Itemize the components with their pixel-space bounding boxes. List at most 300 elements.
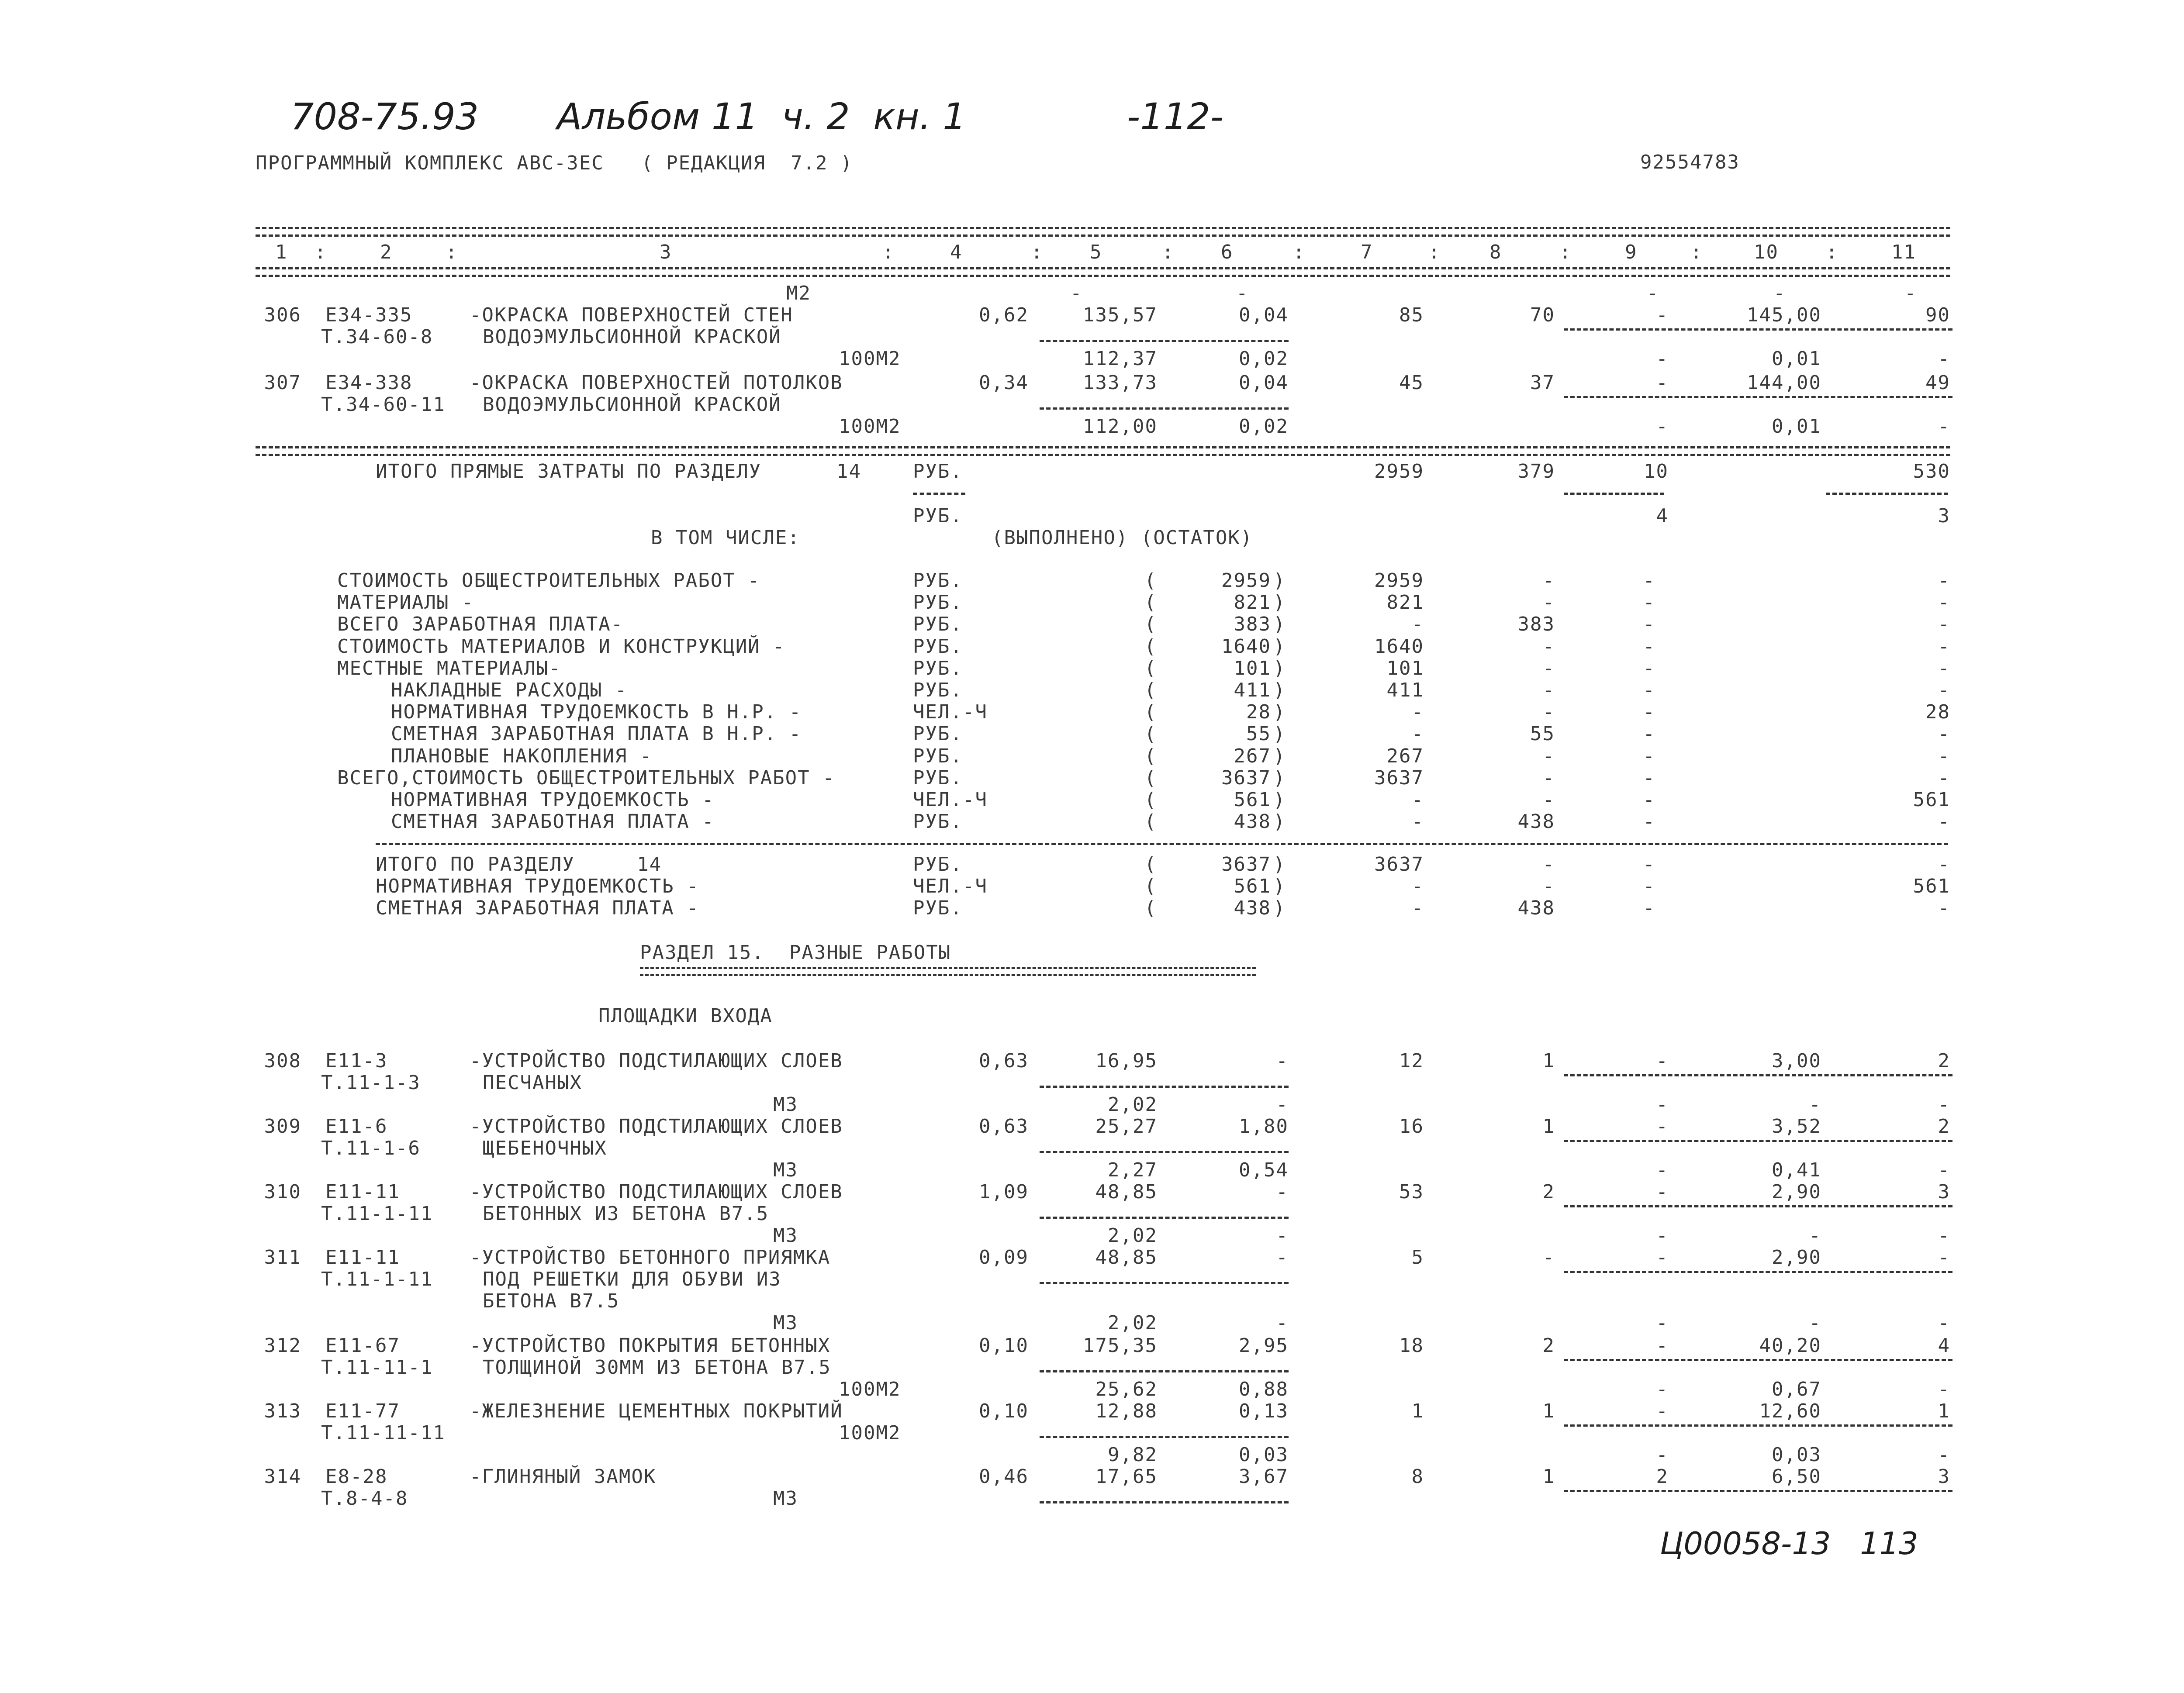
section-rule [376, 843, 1948, 845]
breakdown-c7: - [1411, 789, 1424, 811]
row-title: -УСТРОЙСТВО ПОКРЫТИЯ БЕТОННЫХ [470, 1334, 831, 1357]
row-quantity: 0,63 [979, 1050, 1029, 1072]
row-table-ref: Т.11-1-11 [321, 1268, 433, 1290]
breakdown-label: СМЕТНАЯ ЗАРАБОТНАЯ ПЛАТА - [391, 810, 715, 833]
row-c8: - [1542, 1246, 1555, 1269]
paren-open: ( [1144, 701, 1157, 724]
document-number: 92554783 [1640, 151, 1740, 173]
sub-rule [1564, 328, 1952, 331]
row-c11: 3 [1938, 1181, 1950, 1203]
breakdown-c8: 55 [1530, 723, 1555, 745]
breakdown-c8: - [1542, 701, 1555, 724]
breakdown-c7: - [1411, 897, 1424, 920]
breakdown-c8: - [1542, 657, 1555, 679]
row-position: 310 [264, 1181, 301, 1203]
paren-open: ( [1144, 897, 1157, 920]
column-number: 9 [1625, 241, 1638, 263]
sub-rule [1564, 1205, 1952, 1207]
row-sub-c9: - [1656, 1378, 1669, 1400]
row-c10: 40,20 [1759, 1334, 1821, 1357]
row-table-ref: Т.34-60-8 [321, 326, 433, 348]
row-code: Е11-11 [325, 1246, 400, 1269]
breakdown-unit: РУБ. [913, 745, 963, 767]
breakdown-c11: - [1938, 745, 1950, 767]
row-title-line2: ВОДОЭМУЛЬСИОННОЙ КРАСКОЙ [483, 326, 781, 348]
program-line: ПРОГРАММНЫЙ КОМПЛЕКС АВС-ЗЕС ( РЕДАКЦИЯ 7.2 ) [256, 152, 853, 174]
row-position: 308 [264, 1050, 301, 1072]
breakdown-unit: РУБ. [913, 569, 963, 592]
breakdown-c7: - [1411, 875, 1424, 898]
breakdown-c11: 561 [1913, 875, 1950, 898]
row-title: -ОКРАСКА ПОВЕРХНОСТЕЙ СТЕН [470, 304, 793, 326]
row-sub-c9: - [1656, 1093, 1669, 1116]
row-sub-c9: - [1656, 1312, 1669, 1334]
column-separator: : [446, 241, 458, 263]
totals-label: ИТОГО ПРЯМЫЕ ЗАТРАТЫ ПО РАЗДЕЛУ [376, 460, 762, 483]
column-separator: : [882, 241, 895, 263]
row-code: Е11-3 [325, 1050, 388, 1072]
sub-rule [1040, 407, 1289, 410]
row-c8: 1 [1542, 1465, 1555, 1488]
breakdown-c11: - [1938, 723, 1950, 745]
row-sub-c11: - [1938, 348, 1950, 370]
row-c6: 2,95 [1239, 1334, 1289, 1357]
breakdown-c8: - [1542, 569, 1555, 592]
sub-rule [1040, 1501, 1289, 1503]
row-table-ref: Т.11-11-1 [321, 1356, 433, 1379]
subsection-title: ПЛОЩАДКИ ВХОДА [598, 1005, 773, 1027]
breakdown-c11: - [1938, 591, 1950, 614]
totals-unit: РУБ. [913, 460, 963, 483]
breakdown-value: 411 [1234, 679, 1271, 701]
paren-close: ) [1273, 853, 1286, 876]
sub-rule [1040, 1217, 1289, 1219]
breakdown-c11: - [1938, 569, 1950, 592]
row-price: 135,57 [1083, 304, 1158, 326]
row-sub-c9: - [1656, 348, 1669, 370]
row-sub-c6: 0,54 [1239, 1159, 1289, 1181]
row-price: 12,88 [1095, 1400, 1158, 1422]
row-sub-c6: 0,88 [1239, 1378, 1289, 1400]
column-number: 8 [1489, 241, 1502, 263]
unit-label: М3 [773, 1487, 798, 1510]
paren-close: ) [1273, 613, 1286, 636]
row-title: -ЖЕЛЕЗНЕНИЕ ЦЕМЕНТНЫХ ПОКРЫТИЙ [470, 1400, 843, 1422]
row-c8: 1 [1542, 1400, 1555, 1422]
row-c11: 2 [1938, 1115, 1950, 1138]
row-title-line2: ВОДОЭМУЛЬСИОННОЙ КРАСКОЙ [483, 393, 781, 416]
row-sub-c5: 2,02 [1108, 1312, 1158, 1334]
row-c7: 1 [1411, 1400, 1424, 1422]
paren-open: ( [1144, 766, 1157, 789]
row-c8: 70 [1530, 304, 1555, 326]
column-number: 1 [275, 241, 288, 263]
breakdown-c9: - [1643, 766, 1655, 789]
column-number: 10 [1754, 241, 1779, 263]
breakdown-unit: РУБ. [913, 679, 963, 701]
row-table-ref: Т.11-1-3 [321, 1072, 421, 1094]
row-code: Е34-335 [325, 304, 413, 326]
row-sub-c11: - [1938, 1224, 1950, 1247]
row-quantity: 0,09 [979, 1246, 1029, 1269]
row-sub-c5: 9,82 [1108, 1444, 1158, 1466]
breakdown-unit: РУБ. [913, 810, 963, 833]
breakdown-label: НАКЛАДНЫЕ РАСХОДЫ - [391, 679, 628, 701]
breakdown-c7: 3637 [1374, 853, 1424, 876]
breakdown-c11: - [1938, 635, 1950, 658]
dash-mark: - [1236, 282, 1249, 304]
breakdown-value: 383 [1234, 613, 1271, 636]
row-c10: 3,52 [1772, 1115, 1821, 1138]
row-quantity: 0,63 [979, 1115, 1029, 1138]
unit-label: 100М2 [839, 415, 901, 438]
breakdown-label: МЕСТНЫЕ МАТЕРИАЛЫ- [337, 657, 561, 679]
header-rule-bottom [256, 267, 1950, 277]
breakdown-c7: - [1411, 810, 1424, 833]
breakdown-c8: - [1542, 789, 1555, 811]
row-sub-c9: - [1656, 415, 1669, 438]
row-sub-c6: - [1276, 1093, 1289, 1116]
row-c6: 0,13 [1239, 1400, 1289, 1422]
row-position: 311 [264, 1246, 301, 1269]
sub-rule [1040, 1086, 1289, 1088]
breakdown-c11: - [1938, 766, 1950, 789]
row-sub-c11: - [1938, 1444, 1950, 1466]
breakdown-c9: - [1643, 613, 1655, 636]
paren-open: ( [1144, 591, 1157, 614]
row-sub-c9: - [1656, 1444, 1669, 1466]
row-quantity: 0,34 [979, 372, 1029, 394]
column-number: 2 [380, 241, 393, 263]
breakdown-value: 3637 [1221, 766, 1271, 789]
breakdown-c9: - [1643, 701, 1655, 724]
breakdown-value: 561 [1234, 789, 1271, 811]
row-position: 306 [264, 304, 301, 326]
row-title: -ОКРАСКА ПОВЕРХНОСТЕЙ ПОТОЛКОВ [470, 372, 843, 394]
row-quantity: 0,46 [979, 1465, 1029, 1488]
breakdown-c11: 561 [1913, 789, 1950, 811]
row-price: 48,85 [1095, 1246, 1158, 1269]
totals-c9: 10 [1644, 460, 1669, 483]
row-c6: - [1276, 1246, 1289, 1269]
row-title: ТОЛЩИНОЙ 30ММ ИЗ БЕТОНА В7.5 [483, 1356, 831, 1379]
breakdown-unit: ЧЕЛ.-Ч [913, 875, 988, 898]
breakdown-c7: 1640 [1374, 635, 1424, 658]
breakdown-c9: - [1643, 679, 1655, 701]
row-position: 313 [264, 1400, 301, 1422]
paren-open: ( [1144, 853, 1157, 876]
paren-close: ) [1273, 875, 1286, 898]
sub-rule [1564, 1140, 1952, 1142]
dash-mark: - [1647, 282, 1659, 304]
breakdown-label: ВСЕГО ЗАРАБОТНАЯ ПЛАТА- [337, 613, 624, 636]
breakdown-value: 3637 [1221, 853, 1271, 876]
column-separator: : [1031, 241, 1044, 263]
unit-label: М3 [773, 1093, 798, 1116]
breakdown-c8: - [1542, 745, 1555, 767]
footer-handwritten-note: Ц00058-13 113 [1660, 1526, 1918, 1562]
paren-open: ( [1144, 635, 1157, 658]
row-code: Е11-67 [325, 1334, 400, 1357]
totals-c8: 379 [1517, 460, 1555, 483]
breakdown-label: ПЛАНОВЫЕ НАКОПЛЕНИЯ - [391, 745, 653, 767]
row-c11: 90 [1925, 304, 1950, 326]
paren-close: ) [1273, 789, 1286, 811]
paren-close: ) [1273, 679, 1286, 701]
unit-label: М3 [773, 1312, 798, 1334]
column-number: 4 [950, 241, 963, 263]
breakdown-c9: - [1643, 591, 1655, 614]
row-c7: 18 [1399, 1334, 1424, 1357]
section-title-underline [640, 967, 1256, 976]
row-c9: - [1656, 1115, 1669, 1138]
breakdown-label: СТОИМОСТЬ ОБЩЕСТРОИТЕЛЬНЫХ РАБОТ - [337, 569, 760, 592]
row-sub-c10: 0,01 [1772, 348, 1821, 370]
sub-rule [1564, 1074, 1952, 1076]
row-sub-c10: 0,41 [1772, 1159, 1821, 1181]
row-price: 16,95 [1095, 1050, 1158, 1072]
row-title: -УСТРОЙСТВО ПОДСТИЛАЮЩИХ СЛОЕВ [470, 1050, 843, 1072]
column-separator: : [1559, 241, 1572, 263]
row-sub-c10: 0,01 [1772, 415, 1821, 438]
column-separator: : [1826, 241, 1838, 263]
totals-c11b: 3 [1938, 505, 1950, 527]
row-c6: 0,04 [1239, 304, 1289, 326]
sub-rule [1564, 1271, 1952, 1273]
breakdown-c7: 2959 [1374, 569, 1424, 592]
row-price: 25,27 [1095, 1115, 1158, 1138]
paren-open: ( [1144, 875, 1157, 898]
row-position: 307 [264, 372, 301, 394]
row-title: -УСТРОЙСТВО БЕТОННОГО ПРИЯМКА [470, 1246, 831, 1269]
row-c8: 1 [1542, 1050, 1555, 1072]
paren-open: ( [1144, 745, 1157, 767]
row-position: 314 [264, 1465, 301, 1488]
row-sub-c11: - [1938, 1093, 1950, 1116]
breakdown-c7: - [1411, 723, 1424, 745]
row-price: 17,65 [1095, 1465, 1158, 1488]
row-c6: - [1276, 1181, 1289, 1203]
unit-label: М3 [773, 1224, 798, 1247]
row-title: ПОД РЕШЕТКИ ДЛЯ ОБУВИ ИЗ [483, 1268, 781, 1290]
breakdown-c9: - [1643, 723, 1655, 745]
totals-section: 14 [836, 460, 861, 483]
row-sub-c11: - [1938, 1159, 1950, 1181]
breakdown-c8: 438 [1517, 897, 1555, 920]
row-code: Е34-338 [325, 372, 413, 394]
breakdown-c7: 821 [1386, 591, 1424, 614]
row-c6: - [1276, 1050, 1289, 1072]
paren-close: ) [1273, 635, 1286, 658]
breakdown-label: ВСЕГО,СТОИМОСТЬ ОБЩЕСТРОИТЕЛЬНЫХ РАБОТ - [337, 766, 835, 789]
breakdown-c11: 28 [1925, 701, 1950, 724]
breakdown-c9: - [1643, 657, 1655, 679]
breakdown-c9: - [1643, 897, 1655, 920]
breakdown-c8: 383 [1517, 613, 1555, 636]
paren-close: ) [1273, 657, 1286, 679]
row-code: Е11-77 [325, 1400, 400, 1422]
row-c11: 2 [1938, 1050, 1950, 1072]
row-c9: - [1656, 372, 1669, 394]
column-number: 5 [1090, 241, 1102, 263]
row-c10: 145,00 [1747, 304, 1821, 326]
row-sub-c6: 0,02 [1239, 348, 1289, 370]
breakdown-label: СМЕТНАЯ ЗАРАБОТНАЯ ПЛАТА В Н.Р. - [391, 723, 802, 745]
sub-rule [1564, 396, 1952, 398]
column-number: 3 [660, 241, 672, 263]
row-c9: - [1656, 1050, 1669, 1072]
row-sub-c10: - [1809, 1093, 1821, 1116]
paren-close: ) [1273, 723, 1286, 745]
row-c6: 1,80 [1239, 1115, 1289, 1138]
breakdown-label: НОРМАТИВНАЯ ТРУДОЕМКОСТЬ - [391, 789, 715, 811]
row-sub-c10: 0,67 [1772, 1378, 1821, 1400]
row-sub-c11: - [1938, 415, 1950, 438]
row-quantity: 0,10 [979, 1400, 1029, 1422]
row-sub-c5: 2,02 [1108, 1224, 1158, 1247]
breakdown-c9: - [1643, 635, 1655, 658]
unit-label: М2 [786, 282, 811, 304]
breakdown-value: 267 [1234, 745, 1271, 767]
breakdown-value: 821 [1234, 591, 1271, 614]
row-sub-c11: - [1938, 1378, 1950, 1400]
row-position: 309 [264, 1115, 301, 1138]
breakdown-label: СМЕТНАЯ ЗАРАБОТНАЯ ПЛАТА - [376, 897, 699, 920]
row-c11: - [1938, 1246, 1950, 1269]
column-number: 6 [1221, 241, 1234, 263]
paren-close: ) [1273, 591, 1286, 614]
row-sub-c10: - [1809, 1224, 1821, 1247]
breakdown-value: 438 [1234, 810, 1271, 833]
paren-close: ) [1273, 810, 1286, 833]
breakdown-unit: РУБ. [913, 766, 963, 789]
row-sub-c5: 2,27 [1108, 1159, 1158, 1181]
breakdown-value: 55 [1246, 723, 1271, 745]
paren-open: ( [1144, 810, 1157, 833]
breakdown-value: 101 [1234, 657, 1271, 679]
breakdown-unit: ЧЕЛ.-Ч [913, 701, 988, 724]
totals-c11: 530 [1913, 460, 1950, 483]
row-code: Е8-28 [325, 1465, 388, 1488]
breakdown-c9: - [1643, 569, 1655, 592]
breakdown-c8: - [1542, 875, 1555, 898]
column-separator: : [314, 241, 327, 263]
row-price: 133,73 [1083, 372, 1158, 394]
breakdown-label: МАТЕРИАЛЫ - [337, 591, 474, 614]
row-quantity: 0,62 [979, 304, 1029, 326]
breakdown-value: 2959 [1221, 569, 1271, 592]
breakdown-unit: РУБ. [913, 657, 963, 679]
paren-open: ( [1144, 723, 1157, 745]
paren-close: ) [1273, 897, 1286, 920]
row-c11: 49 [1925, 372, 1950, 394]
breakdown-value: 28 [1246, 701, 1271, 724]
row-sub-c9: - [1656, 1224, 1669, 1247]
row-table-ref: Т.34-60-11 [321, 393, 446, 416]
row-table-ref: Т.11-11-11 [321, 1422, 446, 1444]
row-table-ref: Т.8-4-8 [321, 1487, 408, 1510]
dash-mark: - [1773, 282, 1786, 304]
row-position: 312 [264, 1334, 301, 1357]
row-c8: 2 [1542, 1181, 1555, 1203]
row-c7: 5 [1411, 1246, 1424, 1269]
paren-close: ) [1273, 766, 1286, 789]
breakdown-value: 561 [1234, 875, 1271, 898]
breakdown-label: НОРМАТИВНАЯ ТРУДОЕМКОСТЬ В Н.Р. - [391, 701, 802, 724]
row-sub-c10: 0,03 [1772, 1444, 1821, 1466]
row-code: Е11-6 [325, 1115, 388, 1138]
breakdown-unit: ЧЕЛ.-Ч [913, 789, 988, 811]
row-c9: - [1656, 1181, 1669, 1203]
header-rule-top [256, 227, 1950, 237]
row-title: -УСТРОЙСТВО ПОДСТИЛАЮЩИХ СЛОЕВ [470, 1115, 843, 1138]
breakdown-c7: - [1411, 701, 1424, 724]
breakdown-c8: - [1542, 853, 1555, 876]
column-separator: : [1162, 241, 1175, 263]
album-label: Альбом 11 ч. 2 кн. 1 [557, 95, 966, 138]
row-price: 48,85 [1095, 1181, 1158, 1203]
sub-rule [1040, 1282, 1289, 1284]
row-c7: 12 [1399, 1050, 1424, 1072]
row-c9: - [1656, 1334, 1669, 1357]
paren-close: ) [1273, 569, 1286, 592]
row-c9: - [1656, 304, 1669, 326]
sub-rule [1040, 340, 1289, 342]
row-c8: 2 [1542, 1334, 1555, 1357]
row-title: БЕТОННЫХ ИЗ БЕТОНА В7.5 [483, 1203, 769, 1225]
row-c7: 53 [1399, 1181, 1424, 1203]
row-sub-c5: 112,00 [1083, 415, 1158, 438]
document-code: 708-75.93 [290, 95, 479, 138]
totals-unit: РУБ. [913, 505, 963, 527]
row-c10: 2,90 [1772, 1181, 1821, 1203]
breakdown-label: НОРМАТИВНАЯ ТРУДОЕМКОСТЬ - [376, 875, 699, 898]
row-sub-c11: - [1938, 1312, 1950, 1334]
row-sub-c5: 2,02 [1108, 1093, 1158, 1116]
including-header: (ВЫПОЛНЕНО) (ОСТАТОК) [992, 527, 1253, 549]
sub-rule [913, 493, 965, 495]
column-separator: : [1690, 241, 1703, 263]
row-c6: 3,67 [1239, 1465, 1289, 1488]
breakdown-c9: - [1643, 789, 1655, 811]
breakdown-c11: - [1938, 613, 1950, 636]
breakdown-c9: - [1643, 853, 1655, 876]
row-table-ref: Т.11-1-11 [321, 1203, 433, 1225]
sub-rule [1564, 1359, 1952, 1361]
paren-open: ( [1144, 789, 1157, 811]
totals-c7: 2959 [1374, 460, 1424, 483]
breakdown-c8: - [1542, 766, 1555, 789]
row-sub-c9: - [1656, 1159, 1669, 1181]
row-c9: - [1656, 1246, 1669, 1269]
row-code: Е11-11 [325, 1181, 400, 1203]
unit-label: М3 [773, 1159, 798, 1181]
row-sub-c5: 25,62 [1095, 1378, 1158, 1400]
row-c10: 144,00 [1747, 372, 1821, 394]
sub-rule [1040, 1370, 1289, 1372]
breakdown-c7: 3637 [1374, 766, 1424, 789]
row-sub-c10: - [1809, 1312, 1821, 1334]
row-sub-c5: 112,37 [1083, 348, 1158, 370]
row-c9: 2 [1656, 1465, 1669, 1488]
row-c10: 3,00 [1772, 1050, 1821, 1072]
breakdown-c8: 438 [1517, 810, 1555, 833]
row-sub-c6: 0,02 [1239, 415, 1289, 438]
sub-rule [1564, 1424, 1952, 1427]
breakdown-unit: РУБ. [913, 853, 963, 876]
section-title: РАЗДЕЛ 15. РАЗНЫЕ РАБОТЫ [640, 941, 951, 964]
paren-close: ) [1273, 745, 1286, 767]
